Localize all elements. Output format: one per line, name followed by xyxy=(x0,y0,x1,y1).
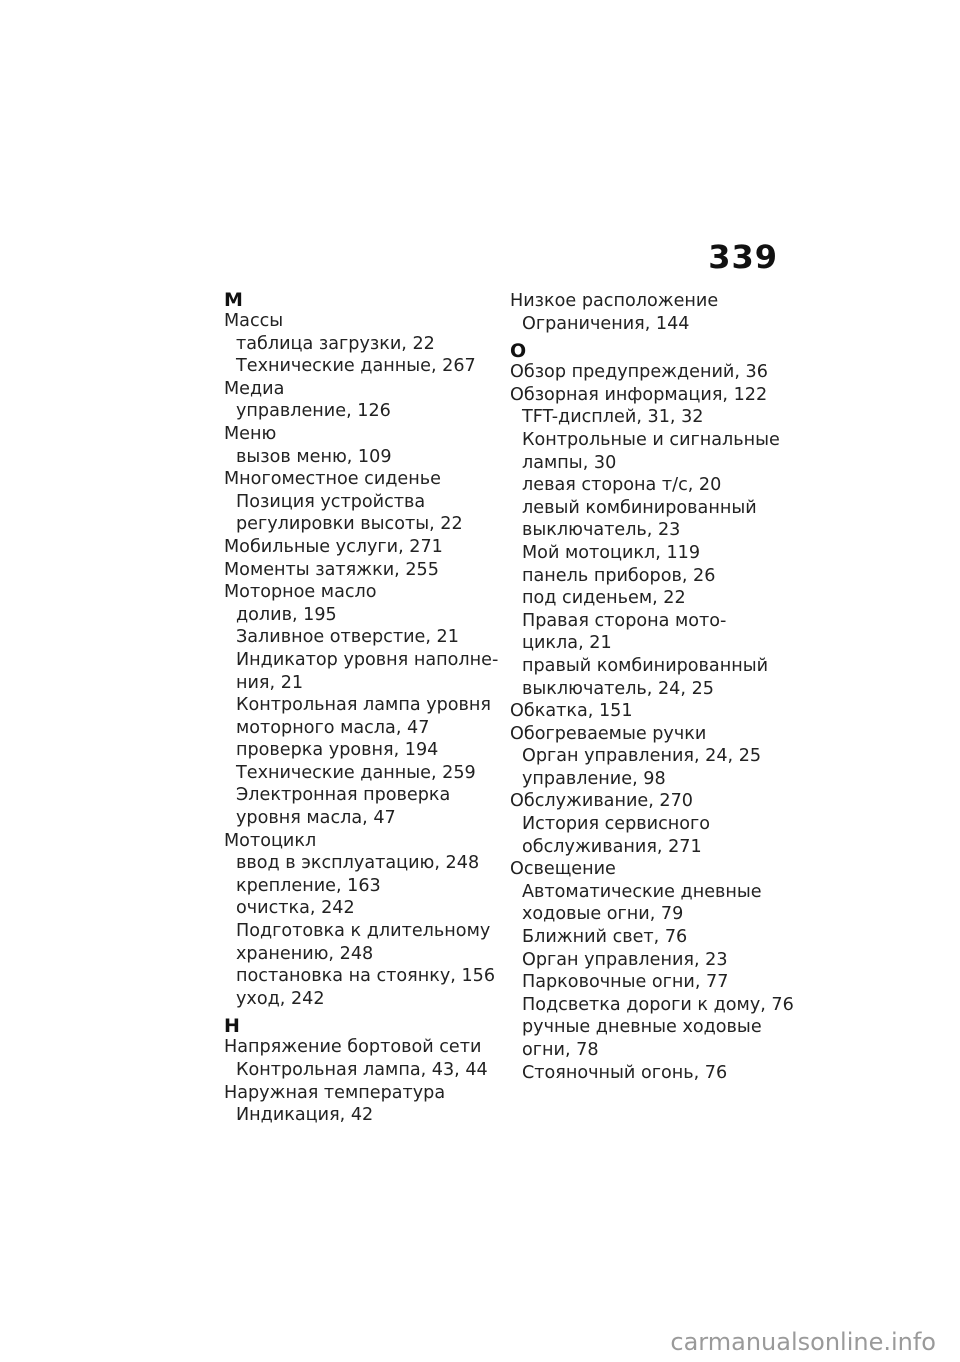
index-subentry: Ближний свет, 76 xyxy=(522,927,688,948)
index-subentry: лампы, 30 xyxy=(522,452,617,473)
index-subentry: Подсветка дороги к дому, 76 xyxy=(522,994,794,1015)
index-subentry: Орган управления, 23 xyxy=(522,949,728,970)
index-subentry: Контрольная лампа, 43, 44 xyxy=(236,1060,488,1080)
index-entry: Напряжение бортовой сети xyxy=(224,1037,482,1058)
index-subentry: ручные дневные ходовые xyxy=(522,1017,762,1038)
index-subentry: выключатель, 23 xyxy=(522,520,681,541)
index-subentry: постановка на стоянку, 156 xyxy=(236,966,496,987)
index-subentry: управление, 98 xyxy=(522,768,666,789)
index-subentry: цикла, 21 xyxy=(522,633,612,654)
index-subentry: Контрольная лампа уровня xyxy=(236,695,491,716)
index-entry: Обогреваемые ручки xyxy=(510,723,707,744)
index-entry: Мотоцикл xyxy=(224,830,317,851)
index-subentry: выключатель, 24, 25 xyxy=(522,678,714,699)
index-entry: Обслуживание, 270 xyxy=(510,791,693,812)
index-subentry: Ограничения, 144 xyxy=(522,313,690,334)
index-subentry: под сиденьем, 22 xyxy=(522,588,686,609)
index-entry: Массы xyxy=(224,311,284,331)
index-subentry: Стояночный огонь, 76 xyxy=(522,1062,728,1083)
index-entry: Наружная температура xyxy=(224,1082,446,1103)
index-column-right xyxy=(510,290,794,1084)
index-entry: Обзор предупреждений, 36 xyxy=(510,362,768,383)
index-subentry: вызов меню, 109 xyxy=(236,446,392,467)
index-subentry: левый комбинированный xyxy=(522,497,757,518)
index-subentry: очистка, 242 xyxy=(236,898,355,919)
index-subentry: Технические данные, 267 xyxy=(236,356,476,377)
index-subentry: Контрольные и сигнальные xyxy=(522,429,780,450)
index-subentry: ния, 21 xyxy=(236,672,304,693)
index-letter-heading: Н xyxy=(224,1015,240,1038)
index-letter-heading: М xyxy=(224,289,243,311)
index-letter-heading: О xyxy=(510,340,527,363)
index-subentry: Индикатор уровня наполне- xyxy=(236,649,499,670)
index-subentry: Орган управления, 24, 25 xyxy=(522,746,762,767)
watermark: carmanualsonline.info xyxy=(670,1328,936,1356)
index-subentry: TFT-дисплей, 31, 32 xyxy=(522,407,704,428)
index-entry: Моменты затяжки, 255 xyxy=(224,559,439,580)
index-subentry: регулировки высоты, 22 xyxy=(236,514,463,535)
index-subentry: Парковочные огни, 77 xyxy=(522,972,729,993)
index-subentry: Позиция устройства xyxy=(236,491,426,512)
index-subentry: моторного масла, 47 xyxy=(236,717,430,738)
index-subentry: Электронная проверка xyxy=(236,785,451,806)
index-subentry: обслуживания, 271 xyxy=(522,836,702,857)
index-subentry: Подготовка к длительному xyxy=(236,921,491,942)
index-subentry: уровня масла, 47 xyxy=(236,808,396,829)
index-entry: Меню xyxy=(224,423,277,444)
page-number: 339 xyxy=(708,238,778,276)
index-entry: Медиа xyxy=(224,378,285,399)
index-subentry: Индикация, 42 xyxy=(236,1105,374,1126)
index-subentry: хранению, 248 xyxy=(236,943,374,964)
index-column-left xyxy=(224,290,499,1127)
index-subentry: уход, 242 xyxy=(236,988,325,1009)
index-subentry: Заливное отверстие, 21 xyxy=(236,627,459,648)
index-entry: Моторное масло xyxy=(224,582,377,603)
index-entry: Обзорная информация, 122 xyxy=(510,384,768,405)
index-entry: Освещение xyxy=(510,859,616,880)
index-subentry: долив, 195 xyxy=(236,604,337,625)
index-subentry: История сервисного xyxy=(522,814,711,835)
index-subentry: огни, 78 xyxy=(522,1040,599,1060)
index-subentry: Правая сторона мото- xyxy=(522,610,727,631)
index-subentry: крепление, 163 xyxy=(236,875,381,896)
index-subentry: таблица загрузки, 22 xyxy=(236,333,435,354)
index-subentry: проверка уровня, 194 xyxy=(236,740,439,761)
index-entry: Низкое расположение xyxy=(510,291,719,311)
index-subentry: ходовые огни, 79 xyxy=(522,904,684,925)
index-subentry: Автоматические дневные xyxy=(522,881,762,902)
index-subentry: Технические данные, 259 xyxy=(236,762,476,783)
index-subentry: управление, 126 xyxy=(236,401,391,422)
index-entry: Мобильные услуги, 271 xyxy=(224,536,443,557)
index-entry: Обкатка, 151 xyxy=(510,701,633,722)
index-subentry: правый комбинированный xyxy=(522,655,769,676)
index-subentry: левая сторона т/с, 20 xyxy=(522,475,722,496)
index-entry: Многоместное сиденье xyxy=(224,469,441,490)
index-subentry: панель приборов, 26 xyxy=(522,565,716,586)
index-subentry: Мой мотоцикл, 119 xyxy=(522,542,701,563)
index-subentry: ввод в эксплуатацию, 248 xyxy=(236,853,480,874)
